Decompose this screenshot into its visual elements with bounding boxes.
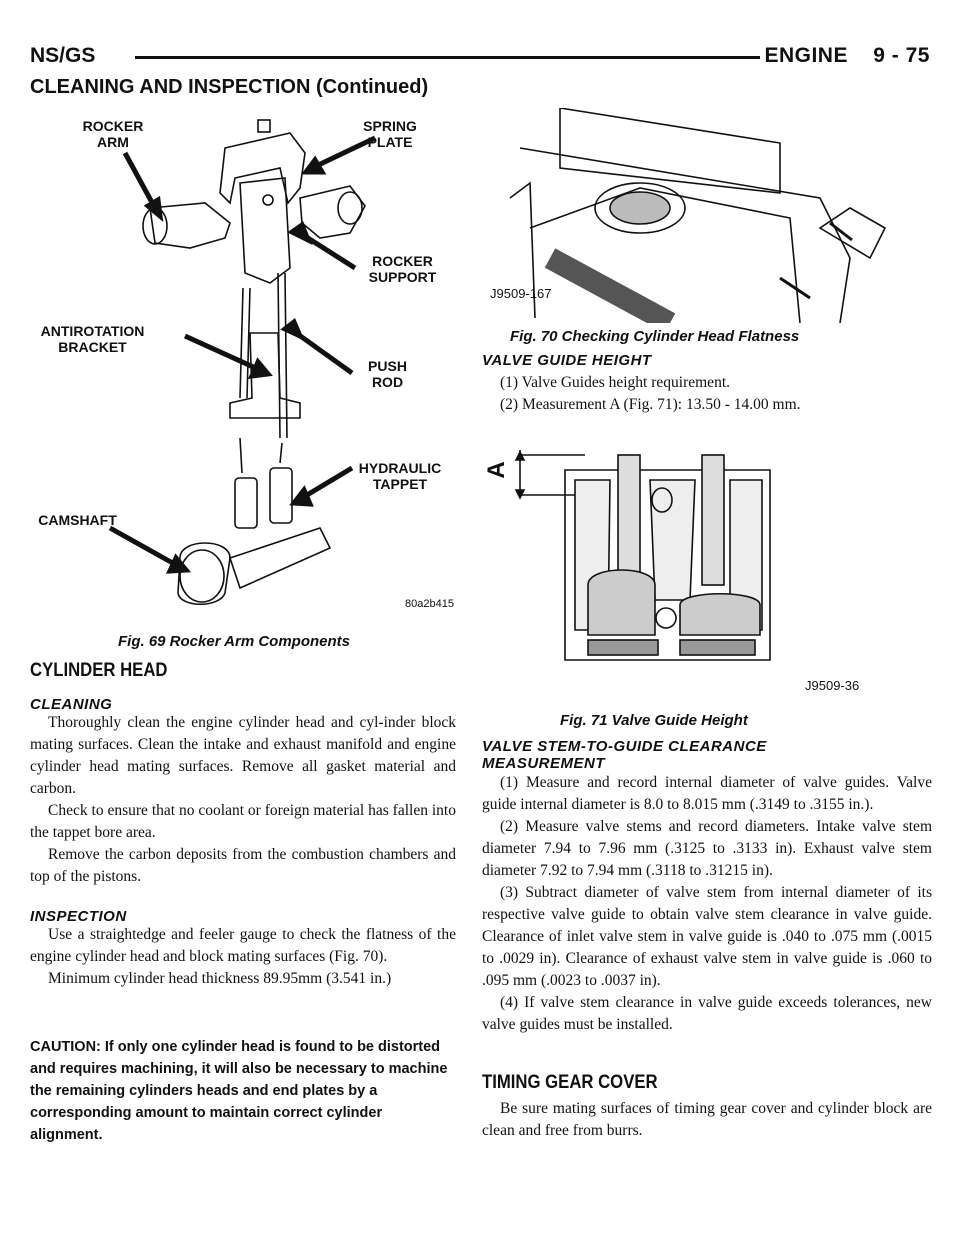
figure-70 xyxy=(490,108,930,323)
inspection-title: INSPECTION xyxy=(30,908,127,925)
stem-p4: (4) If valve stem clearance in valve guide exceeds tolerances, new valve guides must be installed. xyxy=(482,994,932,1033)
label-rocker-arm: ROCKER ARM xyxy=(82,118,144,150)
timing-p1: Be sure mating surfaces of timing gear cover and cylinder block are clean and free from burrs. xyxy=(482,1100,932,1139)
label-camshaft: CAMSHAFT xyxy=(38,512,117,528)
fig71-caption: Fig. 71 Valve Guide Height xyxy=(560,712,748,729)
inspection-p2: Minimum cylinder head thickness 89.95mm (3.541 in.) xyxy=(48,970,392,987)
stem-p1: (1) Measure and record internal diameter of valve guides. Valve guide internal diameter is 8.0 to 8.015 mm (.3149 to .3155 in.). xyxy=(482,774,932,813)
inspection-text xyxy=(30,924,456,990)
timing-gear-cover-title: TIMING GEAR COVER xyxy=(482,1072,658,1093)
valve-guide-height-text xyxy=(482,372,932,416)
inspection-p1: Use a straightedge and feeler gauge to check the flatness of the engine cylinder head and block mating surfaces (Fig. 70). xyxy=(30,926,456,965)
stem-clearance-text xyxy=(482,772,932,1036)
valve-guide-height-title: VALVE GUIDE HEIGHT xyxy=(482,352,652,369)
stem-clearance-title xyxy=(482,738,767,772)
label-spring-plate: SPRING PLATE xyxy=(363,118,417,150)
caution-note: CAUTION: If only one cylinder head is found to be distorted and requires machining, it will also be necessary to machine the remaining cylinders heads and end plates by a corresponding amount to maintain correct cylinder alignment. xyxy=(30,1039,448,1143)
cleaning-p1: Thoroughly clean the engine cylinder head and cyl-inder block mating surfaces. Clean the intake and exhaust manifold and engine cylinder head mating surfaces. Remove all gasket material and carbon. xyxy=(30,714,456,797)
label-hydraulic-tappet: HYDRAULIC TAPPET xyxy=(358,460,442,492)
fig71-code: J9509-36 xyxy=(805,678,860,693)
vgh-p2: (2) Measurement A (Fig. 71): 13.50 - 14.00 mm. xyxy=(500,396,801,413)
valve-guide-height-drawing xyxy=(483,450,930,700)
timing-gear-cover-text xyxy=(482,1098,932,1142)
fig69-code: 80a2b415 xyxy=(405,598,454,610)
label-antirotation-bracket: ANTIROTATION BRACKET xyxy=(40,323,145,355)
cylinder-head-title: CYLINDER HEAD xyxy=(30,660,168,681)
label-rocker-support: ROCKER SUPPORT xyxy=(368,253,437,285)
header-left: NS/GS xyxy=(30,44,96,67)
stem-clearance-title-line2: MEASUREMENT xyxy=(482,755,606,772)
vgh-p1: (1) Valve Guides height requirement. xyxy=(500,374,730,391)
cleaning-p2: Check to ensure that no coolant or foreign material has fallen into the tappet bore area. xyxy=(30,802,456,841)
stem-p2: (2) Measure valve stems and record diameters. Intake valve stem diameter 7.94 to 7.96 mm (.3125 to .3133 in). Exhaust valve stem diameter 7.92 to 7.94 mm (.3118 to .31215 in). xyxy=(482,818,932,879)
fig71-label-a: A xyxy=(483,461,510,479)
cylinder-head-flatness-drawing xyxy=(490,108,930,323)
label-push-rod: PUSH ROD xyxy=(368,358,407,390)
cleaning-title: CLEANING xyxy=(30,696,113,713)
header-right: ENGINE 9 - 75 xyxy=(764,44,930,67)
cleaning-p3: Remove the carbon deposits from the combustion chambers and top of the pistons. xyxy=(30,846,456,885)
cleaning-text xyxy=(30,712,456,888)
fig69-caption: Fig. 69 Rocker Arm Components xyxy=(118,633,350,650)
page-header xyxy=(30,44,930,68)
header-rule xyxy=(135,56,760,59)
stem-p3: (3) Subtract diameter of valve stem from internal diameter of its respective valve guide to obtain valve stem clearance in valve guide. Clearance of inlet valve stem in valve guide is .040 to .075 mm (.0015 to .0029 in). Clearance of exhaust valve stem in valve guide is .060 to .095 mm (.0023 to .0037 in). xyxy=(482,884,932,989)
fig70-caption: Fig. 70 Checking Cylinder Head Flatness xyxy=(510,328,800,345)
fig70-code: J9509-167 xyxy=(490,286,552,301)
figure-71 xyxy=(483,450,930,700)
figure-69 xyxy=(30,108,460,623)
stem-clearance-title-line1: VALVE STEM-TO-GUIDE CLEARANCE xyxy=(482,738,767,755)
section-title: CLEANING AND INSPECTION (Continued) xyxy=(30,76,429,98)
